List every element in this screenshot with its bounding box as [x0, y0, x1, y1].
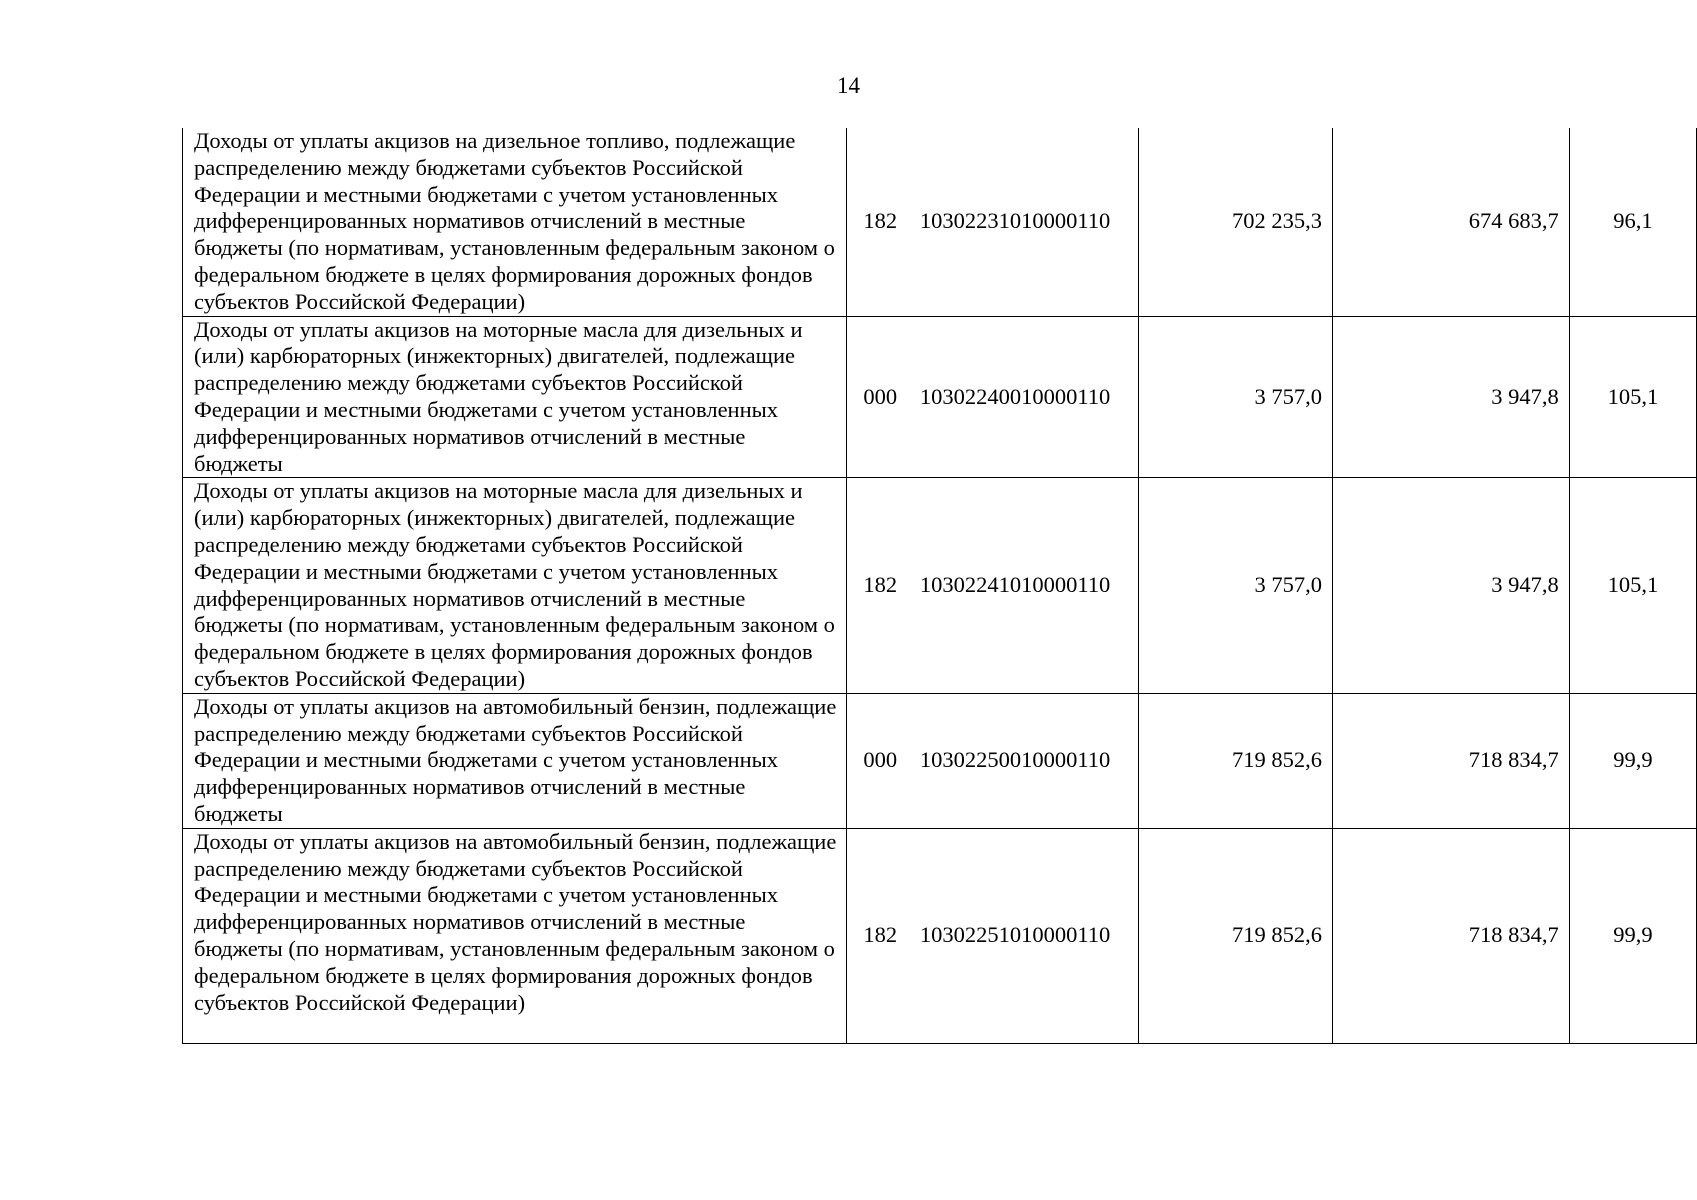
budget-code-cell: 10302231010000110 [914, 128, 1139, 316]
plan-value-cell: 3 757,0 [1139, 478, 1333, 693]
admin-code-cell: 000 [846, 693, 914, 828]
page-number: 14 [837, 73, 860, 98]
fact-value-cell: 3 947,8 [1332, 316, 1569, 478]
revenue-description-cell: Доходы от уплаты акцизов на моторные масла для дизельных и (или) карбюраторных (инжекторных) двигателей, подлежащие распределению между бюджетами субъектов Российской Федерации и местными бюджетами с учетом установленных дифференцированных нормативов отчислений в местные бюджеты (по нормативам, установленным федеральным законом о федеральном бюджете в целях формирования дорожных фондов субъектов Российской Федерации) [183, 478, 847, 693]
percent-cell: 105,1 [1569, 478, 1696, 693]
table-row [183, 828, 1697, 1043]
admin-code-cell: 182 [846, 478, 914, 693]
table-row [183, 316, 1697, 478]
admin-code-cell: 182 [846, 828, 914, 1043]
table-row [183, 128, 1697, 316]
revenue-table [182, 128, 1697, 1044]
percent-cell: 99,9 [1569, 693, 1696, 828]
percent-cell: 99,9 [1569, 828, 1696, 1043]
fact-value-cell: 674 683,7 [1332, 128, 1569, 316]
plan-value-cell: 719 852,6 [1139, 693, 1333, 828]
plan-value-cell: 3 757,0 [1139, 316, 1333, 478]
percent-cell: 96,1 [1569, 128, 1696, 316]
fact-value-cell: 718 834,7 [1332, 693, 1569, 828]
revenue-description-cell: Доходы от уплаты акцизов на моторные масла для дизельных и (или) карбюраторных (инжекторных) двигателей, подлежащие распределению между бюджетами субъектов Российской Федерации и местными бюджетами с учетом установленных дифференцированных нормативов отчислений в местные бюджеты [183, 316, 847, 478]
budget-code-cell: 10302240010000110 [914, 316, 1139, 478]
table-row [183, 693, 1697, 828]
budget-code-cell: 10302241010000110 [914, 478, 1139, 693]
fact-value-cell: 3 947,8 [1332, 478, 1569, 693]
fact-value-cell: 718 834,7 [1332, 828, 1569, 1043]
admin-code-cell: 182 [846, 128, 914, 316]
table-row [183, 478, 1697, 693]
admin-code-cell: 000 [846, 316, 914, 478]
revenue-description-cell: Доходы от уплаты акцизов на автомобильный бензин, подлежащие распределению между бюджетами субъектов Российской Федерации и местными бюджетами с учетом установленных дифференцированных нормативов отчислений в местные бюджеты (по нормативам, установленным федеральным законом о федеральном бюджете в целях формирования дорожных фондов субъектов Российской Федерации) [183, 828, 847, 1043]
revenue-description-cell: Доходы от уплаты акцизов на автомобильный бензин, подлежащие распределению между бюджетами субъектов Российской Федерации и местными бюджетами с учетом установленных дифференцированных нормативов отчислений в местные бюджеты [183, 693, 847, 828]
percent-cell: 105,1 [1569, 316, 1696, 478]
budget-code-cell: 10302251010000110 [914, 828, 1139, 1043]
budget-code-cell: 10302250010000110 [914, 693, 1139, 828]
revenue-description-cell: Доходы от уплаты акцизов на дизельное топливо, подлежащие распределению между бюджетами субъектов Российской Федерации и местными бюджетами с учетом установленных дифференцированных нормативов отчислений в местные бюджеты (по нормативам, установленным федеральным законом о федеральном бюджете в целях формирования дорожных фондов субъектов Российской Федерации) [183, 128, 847, 316]
plan-value-cell: 719 852,6 [1139, 828, 1333, 1043]
plan-value-cell: 702 235,3 [1139, 128, 1333, 316]
